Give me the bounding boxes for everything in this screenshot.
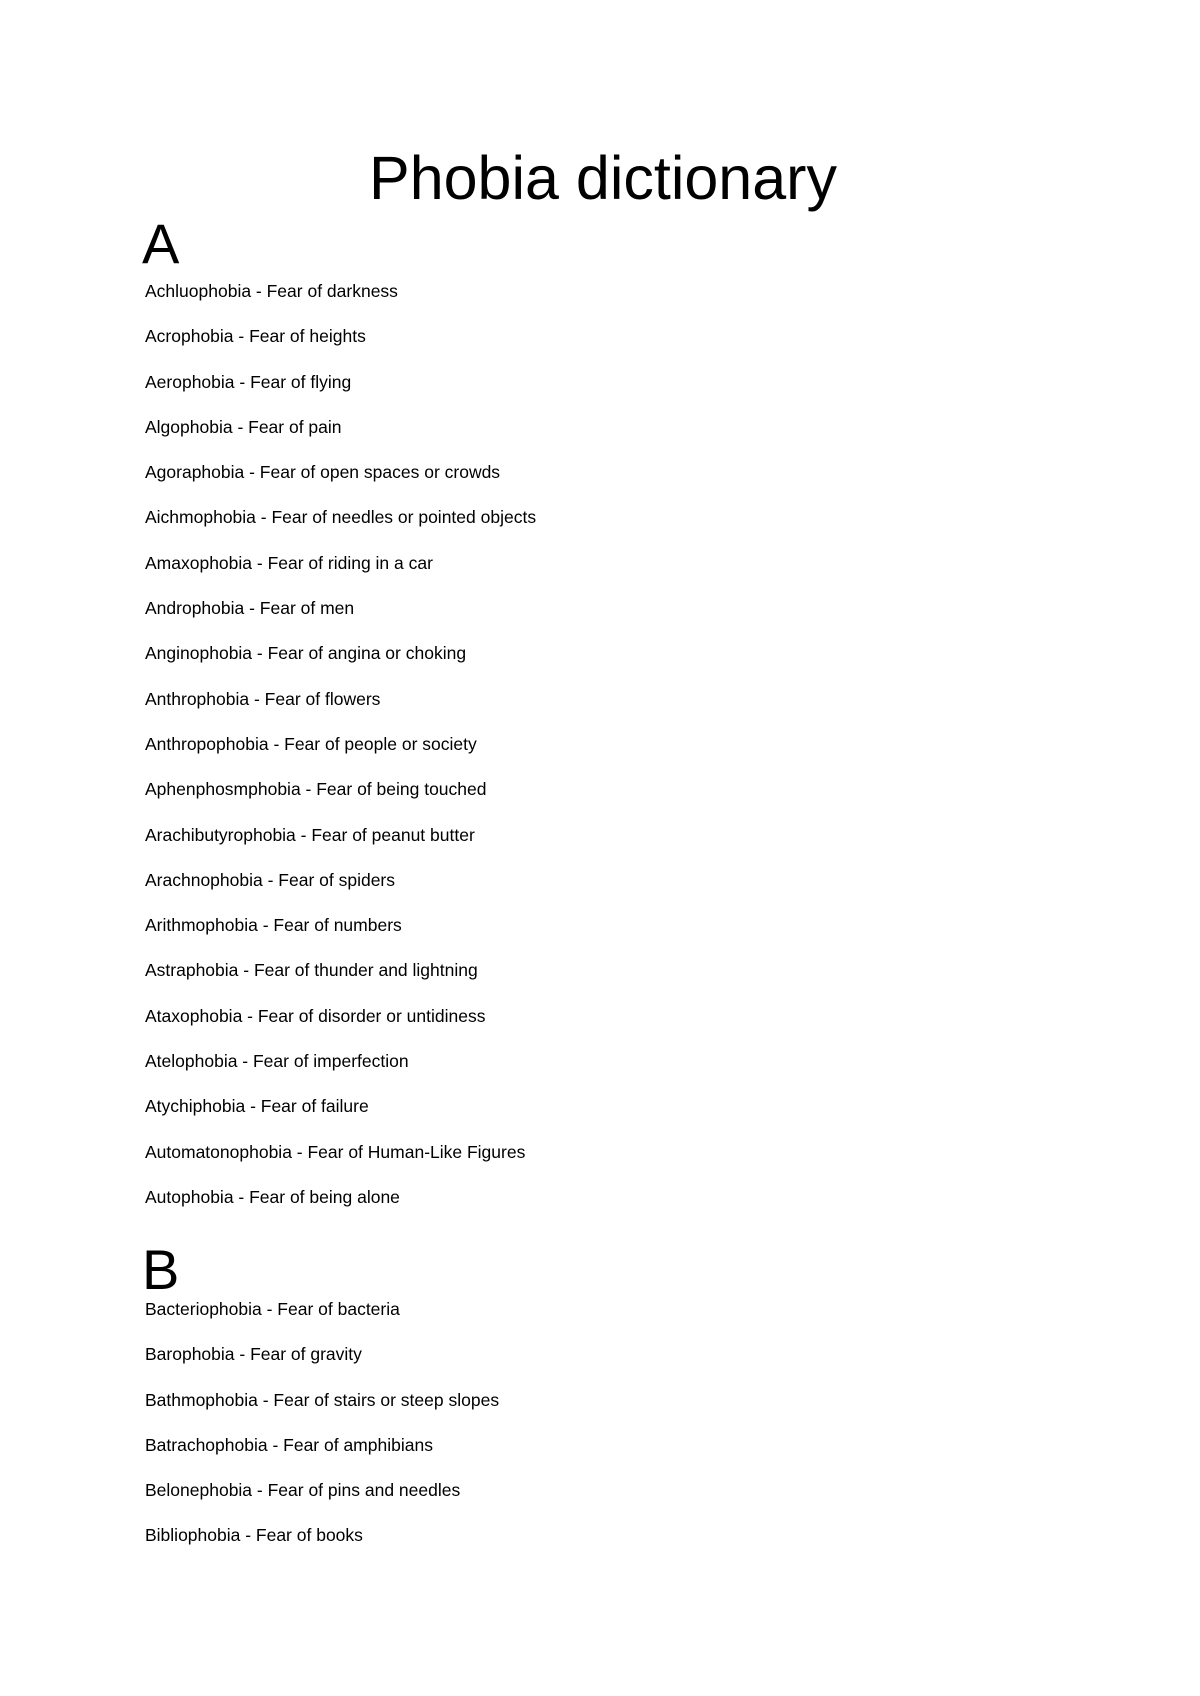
dictionary-entry: Achluophobia - Fear of darkness xyxy=(145,281,398,301)
dictionary-entry: Bacteriophobia - Fear of bacteria xyxy=(145,1299,400,1319)
dictionary-entry: Acrophobia - Fear of heights xyxy=(145,326,366,347)
dictionary-entry: Barophobia - Fear of gravity xyxy=(145,1344,362,1365)
dictionary-entry: Anthrophobia - Fear of flowers xyxy=(145,688,381,709)
dictionary-entry: Atychiphobia - Fear of failure xyxy=(145,1096,369,1117)
dictionary-entry: Androphobia - Fear of men xyxy=(145,598,355,619)
entry-list-a xyxy=(145,269,536,1220)
dictionary-entry: Amaxophobia - Fear of riding in a car xyxy=(145,552,433,573)
section-heading-b: B xyxy=(142,1238,180,1301)
dictionary-entry: Arachibutyrophobia - Fear of peanut butter xyxy=(145,824,475,845)
dictionary-entry: Automatonophobia - Fear of Human-Like Figures xyxy=(145,1141,526,1162)
dictionary-entry: Algophobia - Fear of pain xyxy=(145,416,342,437)
section-heading-a: A xyxy=(142,212,180,275)
dictionary-entry: Bathmophobia - Fear of stairs or steep slopes xyxy=(145,1389,500,1410)
dictionary-entry: Anginophobia - Fear of angina or choking xyxy=(145,643,467,664)
dictionary-entry: Ataxophobia - Fear of disorder or untidiness xyxy=(145,1005,486,1026)
dictionary-entry: Belonephobia - Fear of pins and needles xyxy=(145,1480,461,1501)
dictionary-entry: Aerophobia - Fear of flying xyxy=(145,371,352,392)
dictionary-entry: Anthropophobia - Fear of people or society xyxy=(145,733,477,754)
dictionary-entry: Arithmophobia - Fear of numbers xyxy=(145,915,402,936)
dictionary-entry: Agoraphobia - Fear of open spaces or crowds xyxy=(145,462,501,483)
dictionary-entry: Bibliophobia - Fear of books xyxy=(145,1525,363,1546)
page-title: Phobia dictionary xyxy=(369,144,837,212)
dictionary-entry: Arachnophobia - Fear of spiders xyxy=(145,869,395,890)
dictionary-entry: Autophobia - Fear of being alone xyxy=(145,1186,400,1207)
dictionary-entry: Aichmophobia - Fear of needles or pointed objects xyxy=(145,507,537,528)
dictionary-entry: Aphenphosmphobia - Fear of being touched xyxy=(145,779,487,800)
dictionary-entry: Batrachophobia - Fear of amphibians xyxy=(145,1434,433,1455)
entry-list-b xyxy=(145,1287,499,1559)
dictionary-entry: Atelophobia - Fear of imperfection xyxy=(145,1051,409,1072)
dictionary-entry: Astraphobia - Fear of thunder and lightning xyxy=(145,960,478,981)
